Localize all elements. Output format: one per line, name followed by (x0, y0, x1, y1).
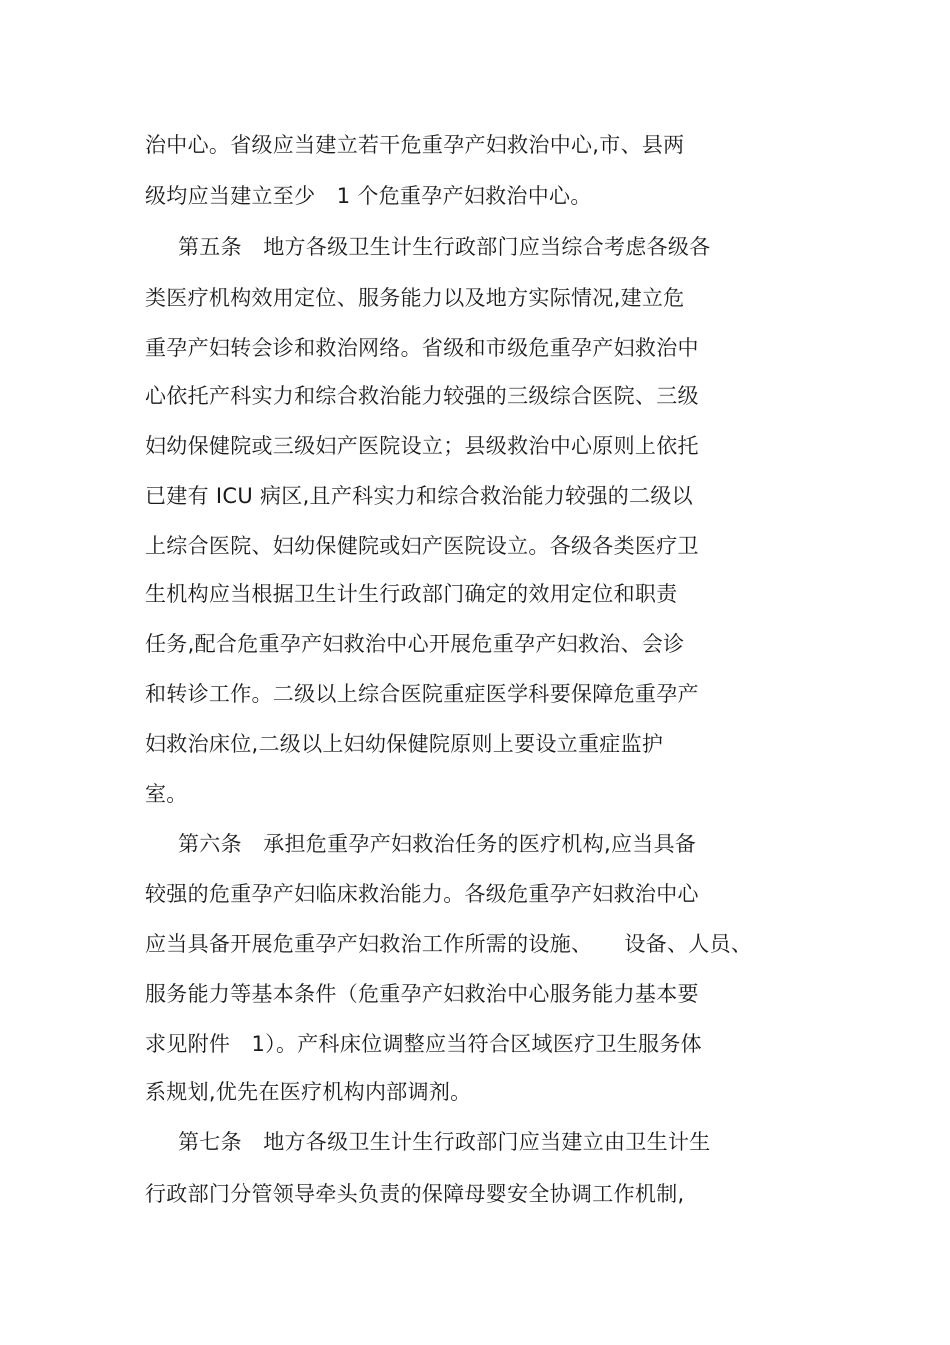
text-line: 应当具备开展危重孕产妇救治工作所需的设施、 设备、人员、 (145, 932, 753, 956)
text-line: 和转诊工作。二级以上综合医院重症医学科要保障危重孕产 (145, 682, 699, 706)
article-5-heading-line: 第五条 地方各级卫生计生行政部门应当综合考虑各级各 (178, 235, 711, 259)
text-line: 已建有 ICU 病区,且产科实力和综合救治能力较强的二级以 (145, 484, 693, 508)
text-line: 系规划,优先在医疗机构内部调剂。 (145, 1080, 472, 1104)
text-line: 服务能力等基本条件（危重孕产妇救治中心服务能力基本要 (145, 982, 699, 1006)
text-line: 类医疗机构效用定位、服务能力以及地方实际情况,建立危 (145, 286, 685, 310)
text-line: 治中心。省级应当建立若干危重孕产妇救治中心,市、县两 (145, 133, 685, 157)
text-line: 较强的危重孕产妇临床救治能力。各级危重孕产妇救治中心 (145, 882, 699, 906)
text-line: 妇救治床位,二级以上妇幼保健院原则上要设立重症监护 (145, 732, 664, 756)
text-line: 生机构应当根据卫生计生行政部门确定的效用定位和职责 (145, 582, 678, 606)
text-line: 行政部门分管领导牵头负责的保障母婴安全协调工作机制, (145, 1182, 685, 1206)
text-line: 求见附件 1）。产科床位调整应当符合区域医疗卫生服务体 (145, 1032, 702, 1056)
text-line: 上综合医院、妇幼保健院或妇产医院设立。各级各类医疗卫 (145, 534, 699, 558)
text-line: 重孕产妇转会诊和救治网络。省级和市级危重孕产妇救治中 (145, 336, 699, 360)
text-line: 妇幼保健院或三级妇产医院设立；县级救治中心原则上依托 (145, 434, 699, 458)
text-line: 任务,配合危重孕产妇救治中心开展危重孕产妇救治、会诊 (145, 632, 685, 656)
text-line: 室。 (145, 782, 188, 806)
article-6-heading-line: 第六条 承担危重孕产妇救治任务的医疗机构,应当具备 (178, 832, 697, 856)
article-7-heading-line: 第七条 地方各级卫生计生行政部门应当建立由卫生计生 (178, 1130, 711, 1154)
text-line: 级均应当建立至少 1 个危重孕产妇救治中心。 (145, 184, 592, 208)
text-line: 心依托产科实力和综合救治能力较强的三级综合医院、三级 (145, 384, 699, 408)
